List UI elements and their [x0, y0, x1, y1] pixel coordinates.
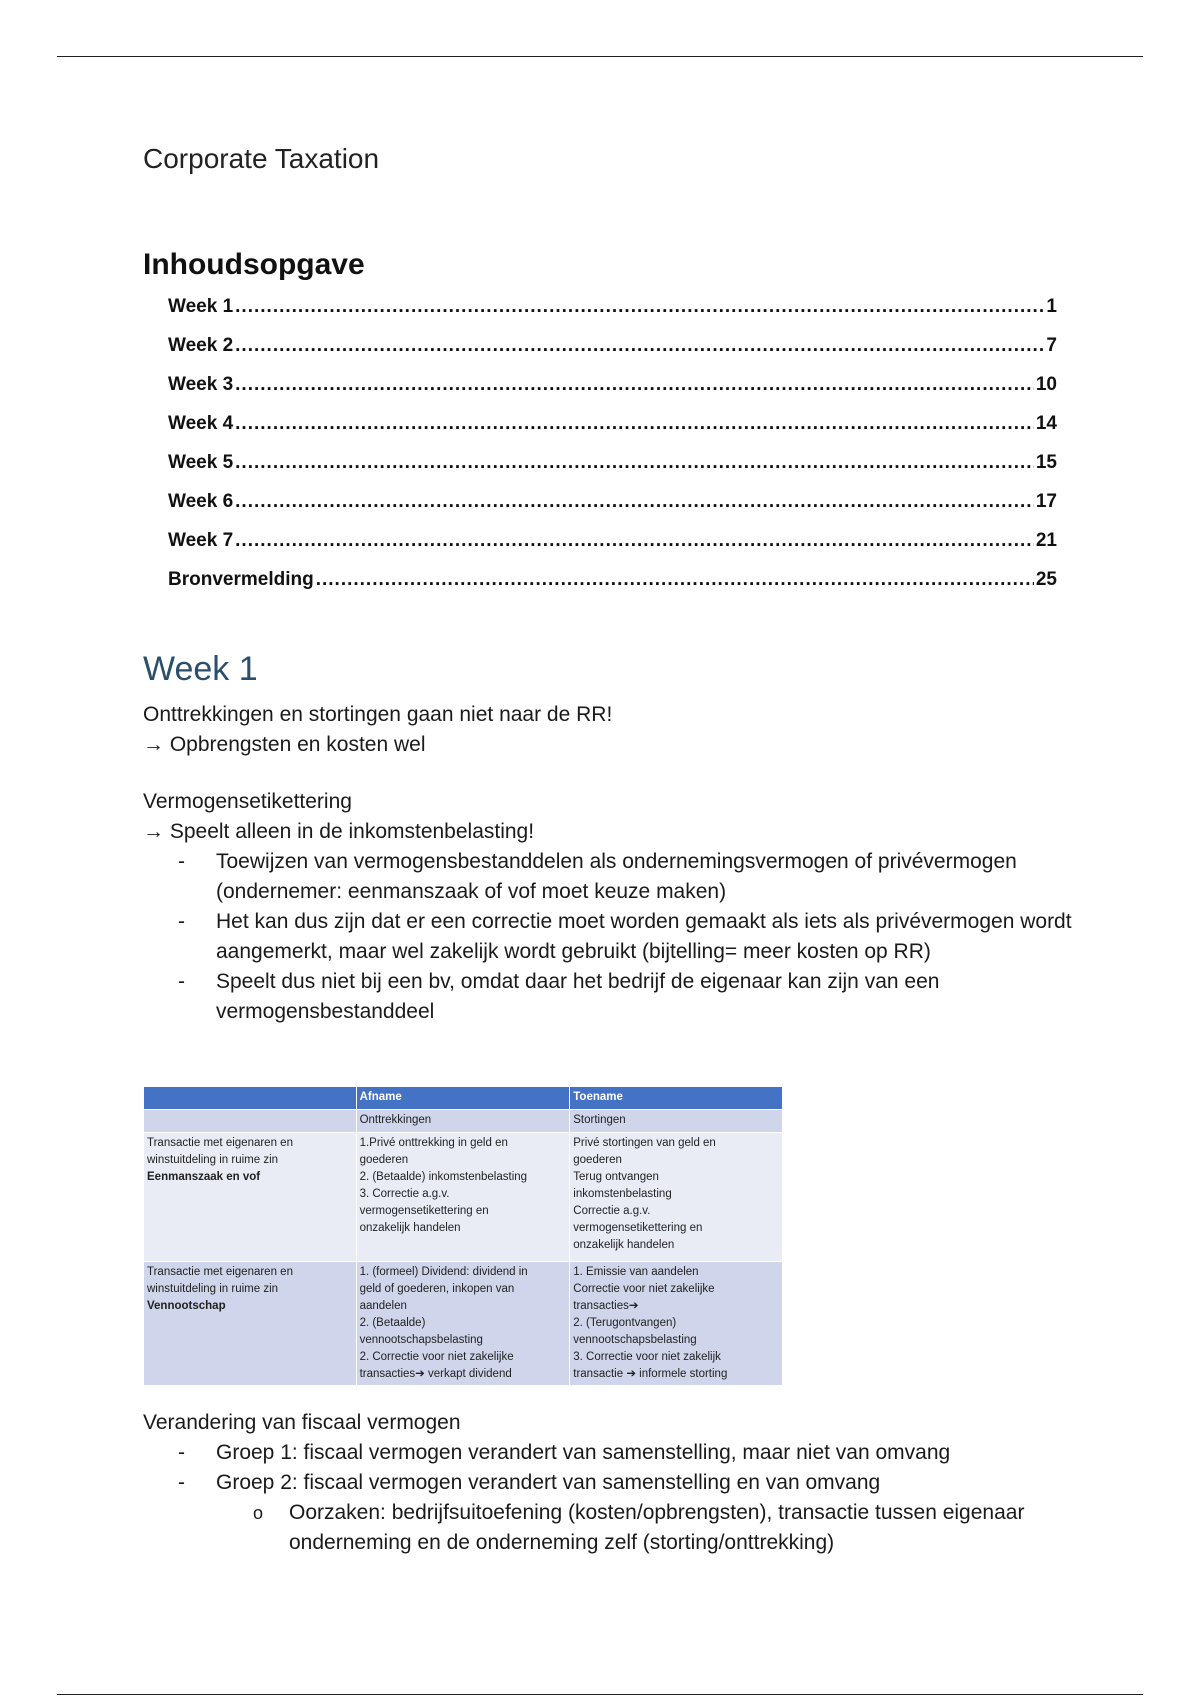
toc-leader-dots [235, 296, 1044, 318]
etikettering-subtitle: → Speelt alleen in de inkomstenbelasting! [143, 820, 535, 843]
table-cell [356, 1133, 570, 1262]
cell-line: onzakelijk handelen [359, 1222, 461, 1234]
table-subheader-cell: Onttrekkingen [356, 1110, 570, 1133]
list-item [143, 1438, 1116, 1468]
toc-heading: Inhoudsopgave [143, 248, 365, 281]
cell-line: Transactie met eigenaren en [147, 1266, 293, 1278]
cell-line-bold: Eenmanszaak en vof [147, 1171, 261, 1183]
list-item [143, 847, 1116, 907]
toc-entry-label: Week 7 [168, 530, 234, 551]
toc-entry[interactable] [168, 530, 1057, 569]
dash-bullet: - [178, 1471, 185, 1494]
table-header-cell [144, 1087, 357, 1110]
toc-entry-label: Week 4 [168, 413, 234, 434]
toc-entry-page: 7 [1046, 335, 1057, 356]
cell-line: inkomstenbelasting [573, 1188, 672, 1200]
toc-entry-page: 21 [1035, 530, 1057, 551]
toc-leader-dots [235, 452, 1034, 474]
table-header-cell: Afname [356, 1087, 570, 1110]
cell-line: Correctie a.g.v. [573, 1205, 651, 1217]
toc-entry[interactable] [168, 413, 1057, 452]
toc-entry-label: Week 2 [168, 335, 234, 356]
dash-bullet: - [178, 1441, 185, 1464]
dash-bullet: - [178, 850, 185, 873]
toc-leader-dots [235, 413, 1034, 435]
list-item [143, 907, 1116, 967]
table-cell [144, 1262, 357, 1386]
intro-line: → Opbrengsten en kosten wel [143, 733, 426, 756]
week1-intro [143, 700, 612, 760]
cell-line: vermogensetikettering en [573, 1222, 703, 1234]
etikettering-block [143, 787, 1116, 1027]
cell-line: Privé stortingen van geld en [573, 1137, 716, 1149]
circle-bullet: o [253, 1503, 264, 1523]
intro-line: Onttrekkingen en stortingen gaan niet naar de RR! [143, 703, 613, 726]
toc-entry-page: 17 [1035, 491, 1057, 512]
table-cell [570, 1262, 783, 1386]
cell-line: winstuitdeling in ruime zin [147, 1283, 279, 1295]
transactions-table [143, 1086, 783, 1386]
cell-line: transactie ➔ informele storting [573, 1368, 728, 1380]
top-rule [57, 56, 1143, 57]
cell-line: 2. (Terugontvangen) [573, 1317, 677, 1329]
toc-leader-dots [235, 335, 1044, 357]
table-subheader-cell: Stortingen [570, 1110, 783, 1133]
etikettering-list [143, 847, 1116, 1027]
verandering-title: Verandering van fiscaal vermogen [143, 1411, 461, 1434]
verandering-sub-list [143, 1498, 1149, 1558]
verandering-block [143, 1408, 1149, 1558]
cell-line: goederen [573, 1154, 622, 1166]
toc-leader-dots [235, 530, 1034, 552]
toc-entry-label: Week 5 [168, 452, 234, 473]
bottom-rule [57, 1694, 1143, 1695]
cell-line: vermogensetikettering en [359, 1205, 489, 1217]
toc-entry[interactable] [168, 296, 1057, 335]
toc-entry-page: 15 [1035, 452, 1057, 473]
table-header-row [144, 1087, 783, 1110]
table-cell [144, 1133, 357, 1262]
toc-entry-label: Week 3 [168, 374, 234, 395]
section-heading-week1: Week 1 [143, 650, 258, 688]
table-row [144, 1262, 783, 1386]
transactions-table-image [143, 1086, 783, 1378]
toc-entry[interactable] [168, 374, 1057, 413]
etikettering-title: Vermogensetikettering [143, 790, 352, 813]
toc-entry-label: Week 1 [168, 296, 234, 317]
table-of-contents [168, 296, 1057, 608]
toc-leader-dots [316, 569, 1034, 591]
sub-list-item [143, 1498, 1149, 1558]
toc-leader-dots [235, 491, 1034, 513]
table-row [144, 1133, 783, 1262]
toc-entry-page: 10 [1035, 374, 1057, 395]
table-cell [570, 1133, 783, 1262]
cell-line: 3. Correctie a.g.v. [359, 1188, 450, 1200]
list-item [143, 967, 1116, 1027]
toc-leader-dots [235, 374, 1034, 396]
cell-line: Transactie met eigenaren en [147, 1137, 293, 1149]
cell-line: 2. (Betaalde) [359, 1317, 426, 1329]
table-subheader-cell [144, 1110, 357, 1133]
list-item-text: Groep 1: fiscaal vermogen verandert van samenstelling, maar niet van omvang [216, 1441, 951, 1464]
table-header-cell: Toename [570, 1087, 783, 1110]
toc-entry-page: 25 [1035, 569, 1057, 590]
toc-entry-label: Bronvermelding [168, 569, 314, 590]
toc-entry-label: Week 6 [168, 491, 234, 512]
cell-line-bold: Vennootschap [147, 1300, 226, 1312]
list-item-text: Het kan dus zijn dat er een correctie moet worden gemaakt als iets als privévermogen wordt aangemerkt, maar wel zakelijk wordt gebruikt (bijtelling= meer kosten op RR) [216, 910, 1072, 963]
cell-line: transacties➔ [573, 1300, 639, 1312]
cell-line: onzakelijk handelen [573, 1239, 675, 1251]
dash-bullet: - [178, 970, 185, 993]
list-item-text: Toewijzen van vermogensbestanddelen als ondernemingsvermogen of privévermogen (ondernemer: eenmanszaak of vof moet keuze maken) [216, 850, 1017, 903]
document-title: Corporate Taxation [143, 143, 380, 174]
table-subheader-row [144, 1110, 783, 1133]
toc-entry[interactable] [168, 491, 1057, 530]
list-item-text: Speelt dus niet bij een bv, omdat daar het bedrijf de eigenaar kan zijn van een vermogensbestanddeel [216, 970, 940, 1023]
toc-entry-page: 14 [1035, 413, 1057, 434]
toc-entry[interactable] [168, 452, 1057, 491]
cell-line: 2. (Betaalde) inkomstenbelasting [359, 1171, 528, 1183]
cell-line: Terug ontvangen [573, 1171, 659, 1183]
cell-line: winstuitdeling in ruime zin [147, 1154, 279, 1166]
dash-bullet: - [178, 910, 185, 933]
cell-line: transacties➔ verkapt dividend [359, 1368, 512, 1380]
cell-line: 1. (formeel) Dividend: dividend in [359, 1266, 528, 1278]
cell-line: 2. Correctie voor niet zakelijke [359, 1351, 514, 1363]
cell-line: 1.Privé onttrekking in geld en [359, 1137, 508, 1149]
toc-entry[interactable] [168, 335, 1057, 374]
list-item-text: Groep 2: fiscaal vermogen verandert van samenstelling en van omvang [216, 1471, 881, 1494]
sub-list-item-text: Oorzaken: bedrijfsuitoefening (kosten/opbrengsten), transactie tussen eigenaar onderneming en de onderneming zelf (storting/onttrekking) [289, 1501, 1025, 1554]
list-item [143, 1468, 1116, 1498]
cell-line: vennootschapsbelasting [359, 1334, 483, 1346]
toc-entry-page: 1 [1046, 296, 1057, 317]
cell-line: aandelen [359, 1300, 407, 1312]
table-cell [356, 1262, 570, 1386]
cell-line: goederen [359, 1154, 409, 1166]
verandering-list [143, 1438, 1149, 1498]
cell-line: Correctie voor niet zakelijke [573, 1283, 715, 1295]
cell-line: 3. Correctie voor niet zakelijk [573, 1351, 721, 1363]
cell-line: 1. Emissie van aandelen [573, 1266, 699, 1278]
toc-entry[interactable] [168, 569, 1057, 608]
cell-line: vennootschapsbelasting [573, 1334, 697, 1346]
cell-line: geld of goederen, inkopen van [359, 1283, 515, 1295]
